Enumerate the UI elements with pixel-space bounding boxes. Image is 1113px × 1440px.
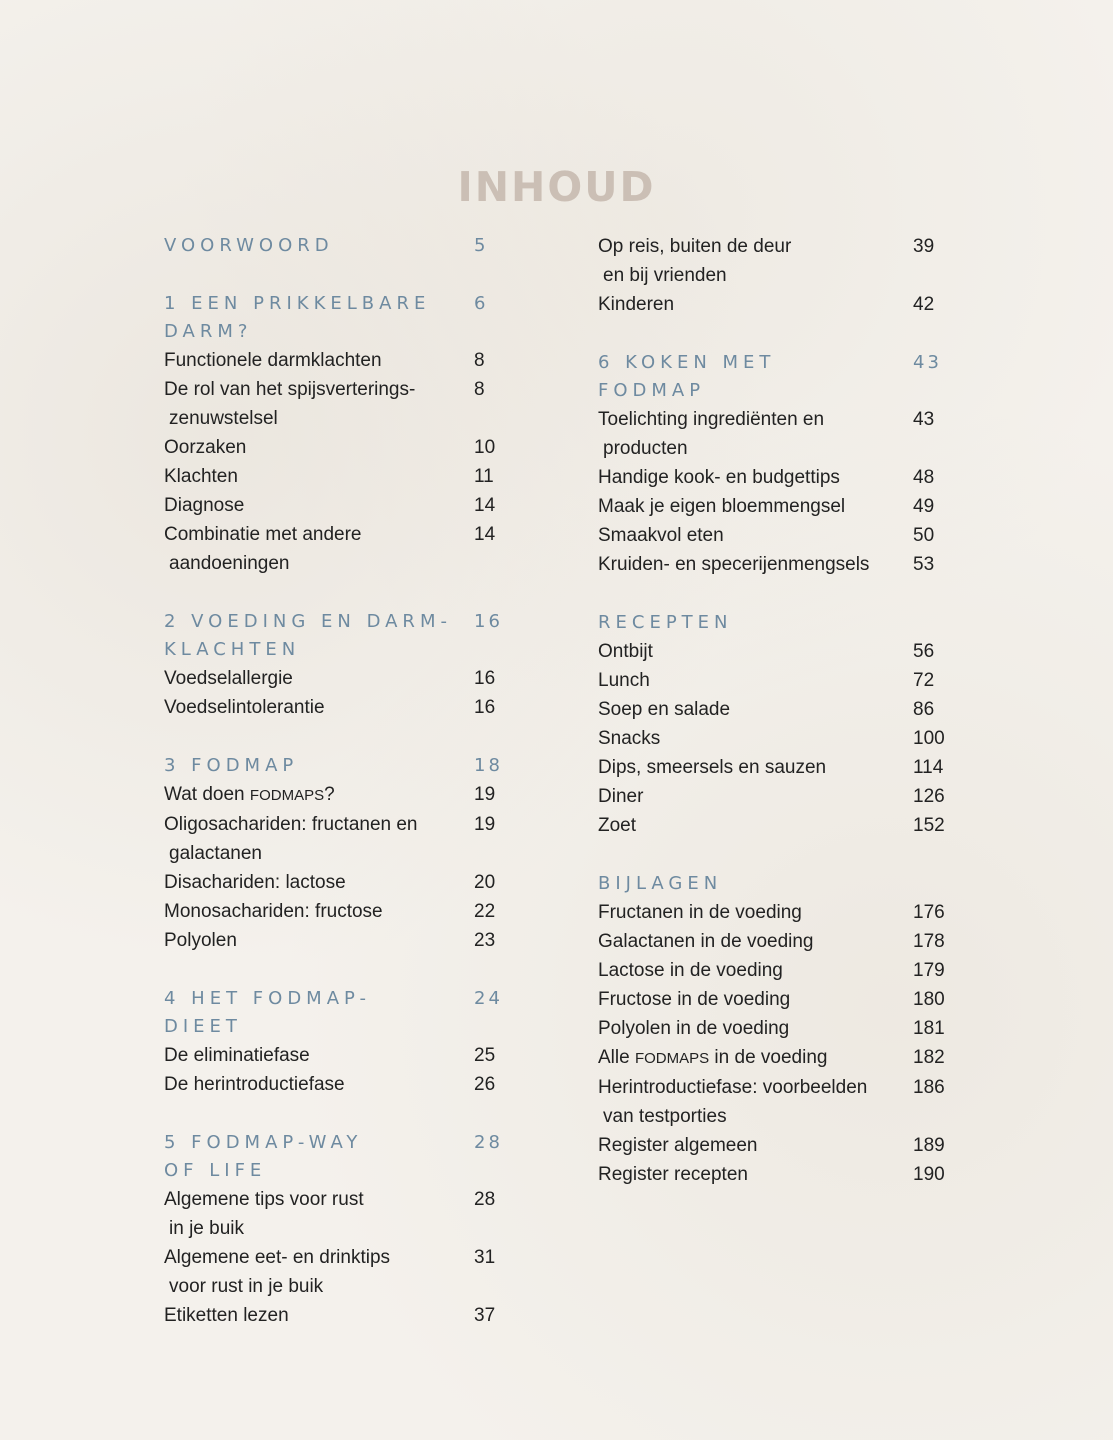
section-title <box>164 985 454 1041</box>
title-continuation: FODMAP <box>598 380 706 401</box>
entry-title <box>598 724 878 753</box>
toc-entry[interactable] <box>164 433 514 462</box>
toc-entry[interactable] <box>598 1131 953 1160</box>
entry-title <box>164 375 444 433</box>
toc-entry[interactable] <box>598 753 953 782</box>
toc-entry[interactable] <box>164 346 514 375</box>
toc-entry[interactable] <box>598 811 953 840</box>
page-number: 50 <box>913 525 935 546</box>
entry-title <box>598 550 878 579</box>
toc-entry[interactable] <box>164 1041 514 1070</box>
title-continuation: producten <box>603 438 688 459</box>
title-line: Monosachariden: fructose <box>164 901 383 922</box>
title-continuation: DARM? <box>164 321 253 342</box>
title-line: Algemene tips voor rust <box>164 1189 364 1210</box>
entry-title <box>598 753 878 782</box>
page-number: 178 <box>913 931 945 952</box>
entry-title <box>164 462 444 491</box>
entry-title <box>598 927 878 956</box>
toc-entry[interactable] <box>164 926 514 955</box>
entry-title <box>164 868 444 897</box>
toc-entry[interactable] <box>164 693 514 722</box>
title-line: Diagnose <box>164 495 245 516</box>
page-number: 20 <box>474 872 496 893</box>
title-line: Voedselallergie <box>164 668 293 689</box>
toc-entry[interactable] <box>598 1014 953 1043</box>
title-line: Maak je eigen bloemmengsel <box>598 496 846 517</box>
title-line: Smaakvol eten <box>598 525 724 546</box>
entry-title <box>164 491 444 520</box>
toc-entry[interactable] <box>164 810 514 868</box>
page-number: 180 <box>913 989 945 1010</box>
toc-entry[interactable] <box>598 927 953 956</box>
entry-title <box>598 956 878 985</box>
page-number: 100 <box>913 728 945 749</box>
section-title <box>164 290 454 346</box>
entry-title <box>598 1043 878 1073</box>
title-line: De rol van het spijsverterings- <box>164 379 416 400</box>
toc-entry[interactable] <box>598 492 953 521</box>
toc-section-heading[interactable] <box>164 752 514 780</box>
page-number: 42 <box>913 294 935 315</box>
entry-title <box>598 1131 878 1160</box>
page-number: 37 <box>474 1305 496 1326</box>
entry-title <box>164 1243 444 1301</box>
title-line: Kinderen <box>598 294 675 315</box>
title-line: BIJLAGEN <box>598 873 723 894</box>
page-number: 56 <box>913 641 935 662</box>
toc-entry[interactable] <box>164 897 514 926</box>
title-line: Zoet <box>598 815 637 836</box>
page-number: 186 <box>913 1077 945 1098</box>
page-number: 19 <box>474 784 496 805</box>
toc-entry[interactable] <box>598 666 953 695</box>
title-line: Fructose in de voeding <box>598 989 791 1010</box>
section-spacer <box>164 722 514 752</box>
page-number: 14 <box>474 524 496 545</box>
toc-entry[interactable] <box>598 405 953 463</box>
toc-entry[interactable] <box>164 1243 514 1301</box>
title-continuation: en bij vrienden <box>603 265 727 286</box>
section-title <box>598 609 888 637</box>
toc-entry[interactable] <box>598 695 953 724</box>
title-line: Disachariden: lactose <box>164 872 346 893</box>
page-number: 86 <box>913 699 935 720</box>
page-number: 24 <box>474 988 503 1009</box>
title-line: Oorzaken <box>164 437 247 458</box>
entry-title <box>598 521 878 550</box>
toc-section-heading[interactable] <box>598 870 953 898</box>
toc-entry[interactable] <box>164 780 514 810</box>
title-line: Klachten <box>164 466 238 487</box>
entry-title <box>164 810 444 868</box>
page-number: 176 <box>913 902 945 923</box>
section-spacer <box>164 578 514 608</box>
page-number: 11 <box>474 466 494 487</box>
toc-entry[interactable] <box>598 1043 953 1073</box>
entry-title <box>164 1041 444 1070</box>
title-line: Soep en salade <box>598 699 731 720</box>
toc-entry[interactable] <box>598 1073 953 1131</box>
toc-entry[interactable] <box>164 520 514 578</box>
title-continuation: OF LIFE <box>164 1160 267 1181</box>
toc-section-heading[interactable] <box>598 609 953 637</box>
section-title <box>164 752 454 780</box>
page-number: 8 <box>474 350 485 371</box>
page-number: 26 <box>474 1074 496 1095</box>
page-number: 43 <box>913 352 942 373</box>
entry-title <box>164 780 444 810</box>
toc-entry[interactable] <box>598 550 953 579</box>
toc-entry[interactable] <box>598 232 953 290</box>
title-line: Fructanen in de voeding <box>598 902 802 923</box>
page-number: 23 <box>474 930 496 951</box>
toc-entry[interactable] <box>598 898 953 927</box>
title-continuation: galactanen <box>169 843 262 864</box>
toc-entry[interactable] <box>598 290 953 319</box>
toc-entry[interactable] <box>598 463 953 492</box>
page-number: 126 <box>913 786 945 807</box>
entry-title <box>164 926 444 955</box>
entry-title <box>164 897 444 926</box>
toc-entry[interactable] <box>164 868 514 897</box>
title-line: Register algemeen <box>598 1135 758 1156</box>
entry-title <box>164 693 444 722</box>
title-line: Kruiden- en specerijenmengsels <box>598 554 870 575</box>
title-line: Diner <box>598 786 644 807</box>
page-number: 189 <box>913 1135 945 1156</box>
entry-title <box>598 405 878 463</box>
entry-title <box>598 290 878 319</box>
page-number: 31 <box>474 1247 496 1268</box>
toc-entry[interactable] <box>598 1160 953 1189</box>
title-continuation: KLACHTEN <box>164 639 301 660</box>
entry-title <box>598 898 878 927</box>
title-line: 3 FODMAP <box>164 755 299 776</box>
page-number: 28 <box>474 1132 503 1153</box>
title-line: Oligosachariden: fructanen en <box>164 814 418 835</box>
page-number: 14 <box>474 495 496 516</box>
page-number: 179 <box>913 960 945 981</box>
toc-entry[interactable] <box>164 1070 514 1099</box>
page-number: 72 <box>913 670 935 691</box>
page-number: 10 <box>474 437 496 458</box>
section-spacer <box>598 840 953 870</box>
page-number: 114 <box>913 757 944 778</box>
section-spacer <box>164 955 514 985</box>
page-number: 25 <box>474 1045 496 1066</box>
section-title <box>164 1129 454 1185</box>
page-number: 182 <box>913 1047 945 1068</box>
entry-title <box>598 782 878 811</box>
section-spacer <box>164 260 514 290</box>
entry-title <box>598 985 878 1014</box>
title-line: Lactose in de voeding <box>598 960 783 981</box>
title-line: Herintroductiefase: voorbeelden <box>598 1077 868 1098</box>
page-number <box>913 870 953 898</box>
title-line: Register recepten <box>598 1164 748 1185</box>
section-spacer <box>598 319 953 349</box>
page-number: 48 <box>913 467 935 488</box>
title-line: De herintroductiefase <box>164 1074 345 1095</box>
title-continuation: voor rust in je buik <box>169 1276 324 1297</box>
entry-title <box>164 346 444 375</box>
toc-entry[interactable] <box>164 491 514 520</box>
page-number: 43 <box>913 409 935 430</box>
toc-entry[interactable] <box>598 782 953 811</box>
title-line: De eliminatiefase <box>164 1045 310 1066</box>
toc-entry[interactable] <box>598 985 953 1014</box>
page-number: 181 <box>913 1018 945 1039</box>
toc-entry[interactable] <box>598 724 953 753</box>
title-line: Ontbijt <box>598 641 653 662</box>
title-line: Handige kook- en budgettips <box>598 467 840 488</box>
page-number: 49 <box>913 496 935 517</box>
title-line: Voedselintolerantie <box>164 697 325 718</box>
toc-section-heading[interactable] <box>164 608 514 664</box>
toc-section-heading[interactable] <box>164 290 514 346</box>
page-number: 39 <box>913 236 935 257</box>
page-number: 16 <box>474 697 496 718</box>
toc-right-column <box>598 232 953 1189</box>
title-line: 1 EEN PRIKKELBARE <box>164 293 431 314</box>
entry-title <box>598 232 878 290</box>
toc-section-heading[interactable] <box>164 1129 514 1185</box>
toc-section-heading[interactable] <box>164 232 514 260</box>
title-line: Lunch <box>598 670 650 691</box>
entry-title <box>164 1301 444 1330</box>
title-line: Snacks <box>598 728 661 749</box>
page-number: 18 <box>474 755 503 776</box>
toc-entry[interactable] <box>598 521 953 550</box>
title-line: 4 HET FODMAP- <box>164 988 371 1009</box>
entry-title <box>164 1070 444 1099</box>
title-line: Polyolen <box>164 930 237 951</box>
title-continuation: aandoeningen <box>169 553 290 574</box>
entry-title <box>598 637 878 666</box>
page-number: 8 <box>474 379 485 400</box>
toc-entry[interactable] <box>598 637 953 666</box>
entry-title <box>598 1160 878 1189</box>
title-line: Dips, smeersels en sauzen <box>598 757 827 778</box>
entry-title <box>164 433 444 462</box>
entry-title <box>598 463 878 492</box>
title-line: Functionele darmklachten <box>164 350 382 371</box>
toc-section-heading[interactable] <box>164 985 514 1041</box>
toc-entry[interactable] <box>164 1301 514 1330</box>
title-line: Op reis, buiten de deur <box>598 236 792 257</box>
page-title: INHOUD <box>457 163 656 212</box>
entry-title <box>598 1014 878 1043</box>
title-line: RECEPTEN <box>598 612 733 633</box>
title-continuation: van testporties <box>603 1106 727 1127</box>
toc-entry[interactable] <box>164 1185 514 1243</box>
toc-entry[interactable] <box>164 375 514 433</box>
title-line: Wat doen FODMAPS? <box>164 784 335 805</box>
section-title <box>598 870 888 898</box>
toc-section-heading[interactable] <box>598 349 953 405</box>
toc-entry[interactable] <box>164 664 514 693</box>
entry-title <box>598 695 878 724</box>
page-number: 53 <box>913 554 935 575</box>
page-number: 190 <box>913 1164 945 1185</box>
title-line: 2 VOEDING EN DARM- <box>164 611 452 632</box>
title-line: Galactanen in de voeding <box>598 931 814 952</box>
entry-title <box>598 666 878 695</box>
entry-title <box>598 811 878 840</box>
title-line: Etiketten lezen <box>164 1305 289 1326</box>
toc-entry[interactable] <box>164 462 514 491</box>
section-spacer <box>598 579 953 609</box>
title-line: Alle FODMAPS in de voeding <box>598 1047 828 1068</box>
title-line: 5 FODMAP-WAY <box>164 1132 363 1153</box>
page-number: 152 <box>913 815 945 836</box>
entry-title <box>164 1185 444 1243</box>
page-number: 22 <box>474 901 496 922</box>
page-number: 16 <box>474 611 503 632</box>
page-number: 6 <box>474 293 489 314</box>
entry-title <box>164 664 444 693</box>
toc-left-column <box>164 232 514 1330</box>
entry-title <box>164 520 444 578</box>
title-line: VOORWOORD <box>164 235 334 256</box>
section-spacer <box>164 1099 514 1129</box>
toc-entry[interactable] <box>598 956 953 985</box>
section-title <box>598 349 888 405</box>
entry-title <box>598 492 878 521</box>
page-number: 5 <box>474 235 489 256</box>
title-continuation: DIEET <box>164 1016 242 1037</box>
page-number: 19 <box>474 814 496 835</box>
section-title <box>164 608 454 664</box>
title-line: 6 KOKEN MET <box>598 352 776 373</box>
title-continuation: zenuwstelsel <box>169 408 278 429</box>
title-continuation: in je buik <box>169 1218 244 1239</box>
title-line: Combinatie met andere <box>164 524 362 545</box>
title-line: Toelichting ingrediënten en <box>598 409 825 430</box>
section-title <box>164 232 454 260</box>
entry-title <box>598 1073 878 1131</box>
page-number: 28 <box>474 1189 496 1210</box>
title-line: Algemene eet- en drinktips <box>164 1247 391 1268</box>
page-number: 16 <box>474 668 496 689</box>
page-number <box>913 609 953 637</box>
title-line: Polyolen in de voeding <box>598 1018 790 1039</box>
